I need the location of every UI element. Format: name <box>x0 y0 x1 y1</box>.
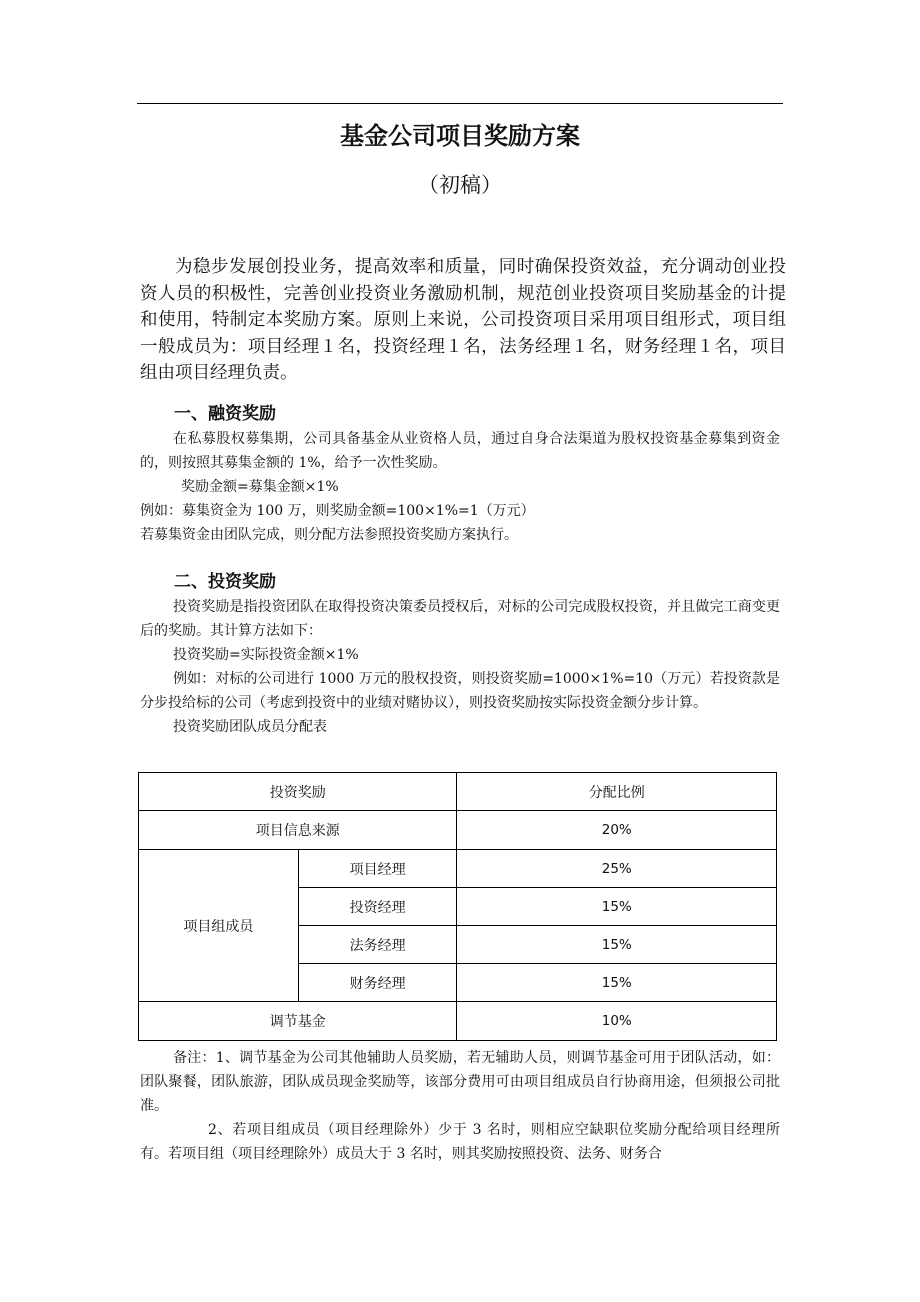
member-pct-cell: 15% <box>457 964 777 1002</box>
header-cell-reward: 投资奖励 <box>139 773 457 811</box>
intro-paragraph: 为稳步发展创投业务，提高效率和质量，同时确保投资效益，充分调动创业投资人员的积极性，完善创业投资业务激励机制，规范创业投资项目奖励基金的计提和使用，特制定本奖励方案。原则上来说，公司投资项目采用项目组形式，项目组一般成员为：项目经理１名，投资经理１名，法务经理１名，财务经理１名，项目组由项目经理负责。 <box>140 257 786 383</box>
section2-paragraph: 投资奖励是指投资团队在取得投资决策委员授权后，对标的公司完成股权投资，并且做完工商变更后的奖励。其计算方法如下： <box>140 599 780 639</box>
notes-section <box>140 1046 780 1166</box>
fund-label-cell: 调节基金 <box>139 1002 457 1041</box>
table-row <box>139 811 777 850</box>
section2-heading: 二、投资奖励 <box>174 572 276 592</box>
note-2: 2、若项目组成员（项目经理除外）少于 3 名时，则相应空缺职位奖励分配给项目经理所有。若项目组（项目经理除外）成员大于 3 名时，则其奖励按照投资、法务、财务合 <box>140 1122 780 1162</box>
member-role-cell: 法务经理 <box>298 926 457 964</box>
group-label-cell: 项目组成员 <box>139 850 299 1002</box>
table-header-row <box>139 773 777 811</box>
document-title: 基金公司项目奖励方案 <box>340 122 580 150</box>
section2-example: 例如：对标的公司进行 1000 万元的股权投资，则投资奖励=1000×1%=10（万元）若投资款是分步投给标的公司（考虑到投资中的业绩对赌协议），则投资奖励按实际投资金额分步计算。 <box>140 671 780 711</box>
intro-section <box>140 254 786 387</box>
table-caption: 投资奖励团队成员分配表 <box>173 719 327 735</box>
source-label-cell: 项目信息来源 <box>139 811 457 850</box>
header-cell-ratio: 分配比例 <box>457 773 777 811</box>
table-row <box>139 850 777 888</box>
member-role-cell: 财务经理 <box>298 964 457 1002</box>
section1-note: 若募集资金由团队完成，则分配方法参照投资奖励方案执行。 <box>140 527 518 543</box>
section2-body <box>140 595 780 739</box>
source-pct-cell: 20% <box>457 811 777 850</box>
member-pct-cell: 15% <box>457 888 777 926</box>
section1-example: 例如：募集资金为 100 万，则奖励金额=100×1%=1（万元） <box>140 503 535 519</box>
note-1: 备注：1、调节基金为公司其他辅助人员奖励，若无辅助人员，则调节基金可用于团队活动，如：团队聚餐，团队旅游，团队成员现金奖励等，该部分费用可由项目组成员自行协商用途，但须报公司批准。 <box>140 1050 780 1114</box>
section1-formula: 奖励金额=募集金额×1% <box>181 479 339 495</box>
allocation-table <box>138 772 777 1041</box>
member-role-cell: 投资经理 <box>298 888 457 926</box>
document-subtitle: （初稿） <box>418 173 502 197</box>
member-role-cell: 项目经理 <box>298 850 457 888</box>
section2-formula: 投资奖励=实际投资金额×1% <box>173 647 359 663</box>
table-row <box>139 1002 777 1041</box>
section1-body <box>140 427 780 547</box>
section1-paragraph: 在私募股权募集期，公司具备基金从业资格人员，通过自身合法渠道为股权投资基金募集到资金的，则按照其募集金额的 1%，给予一次性奖励。 <box>140 431 780 471</box>
header-rule <box>137 103 783 104</box>
member-pct-cell: 15% <box>457 926 777 964</box>
section1-heading: 一、融资奖励 <box>174 404 276 424</box>
fund-pct-cell: 10% <box>457 1002 777 1041</box>
member-pct-cell: 25% <box>457 850 777 888</box>
